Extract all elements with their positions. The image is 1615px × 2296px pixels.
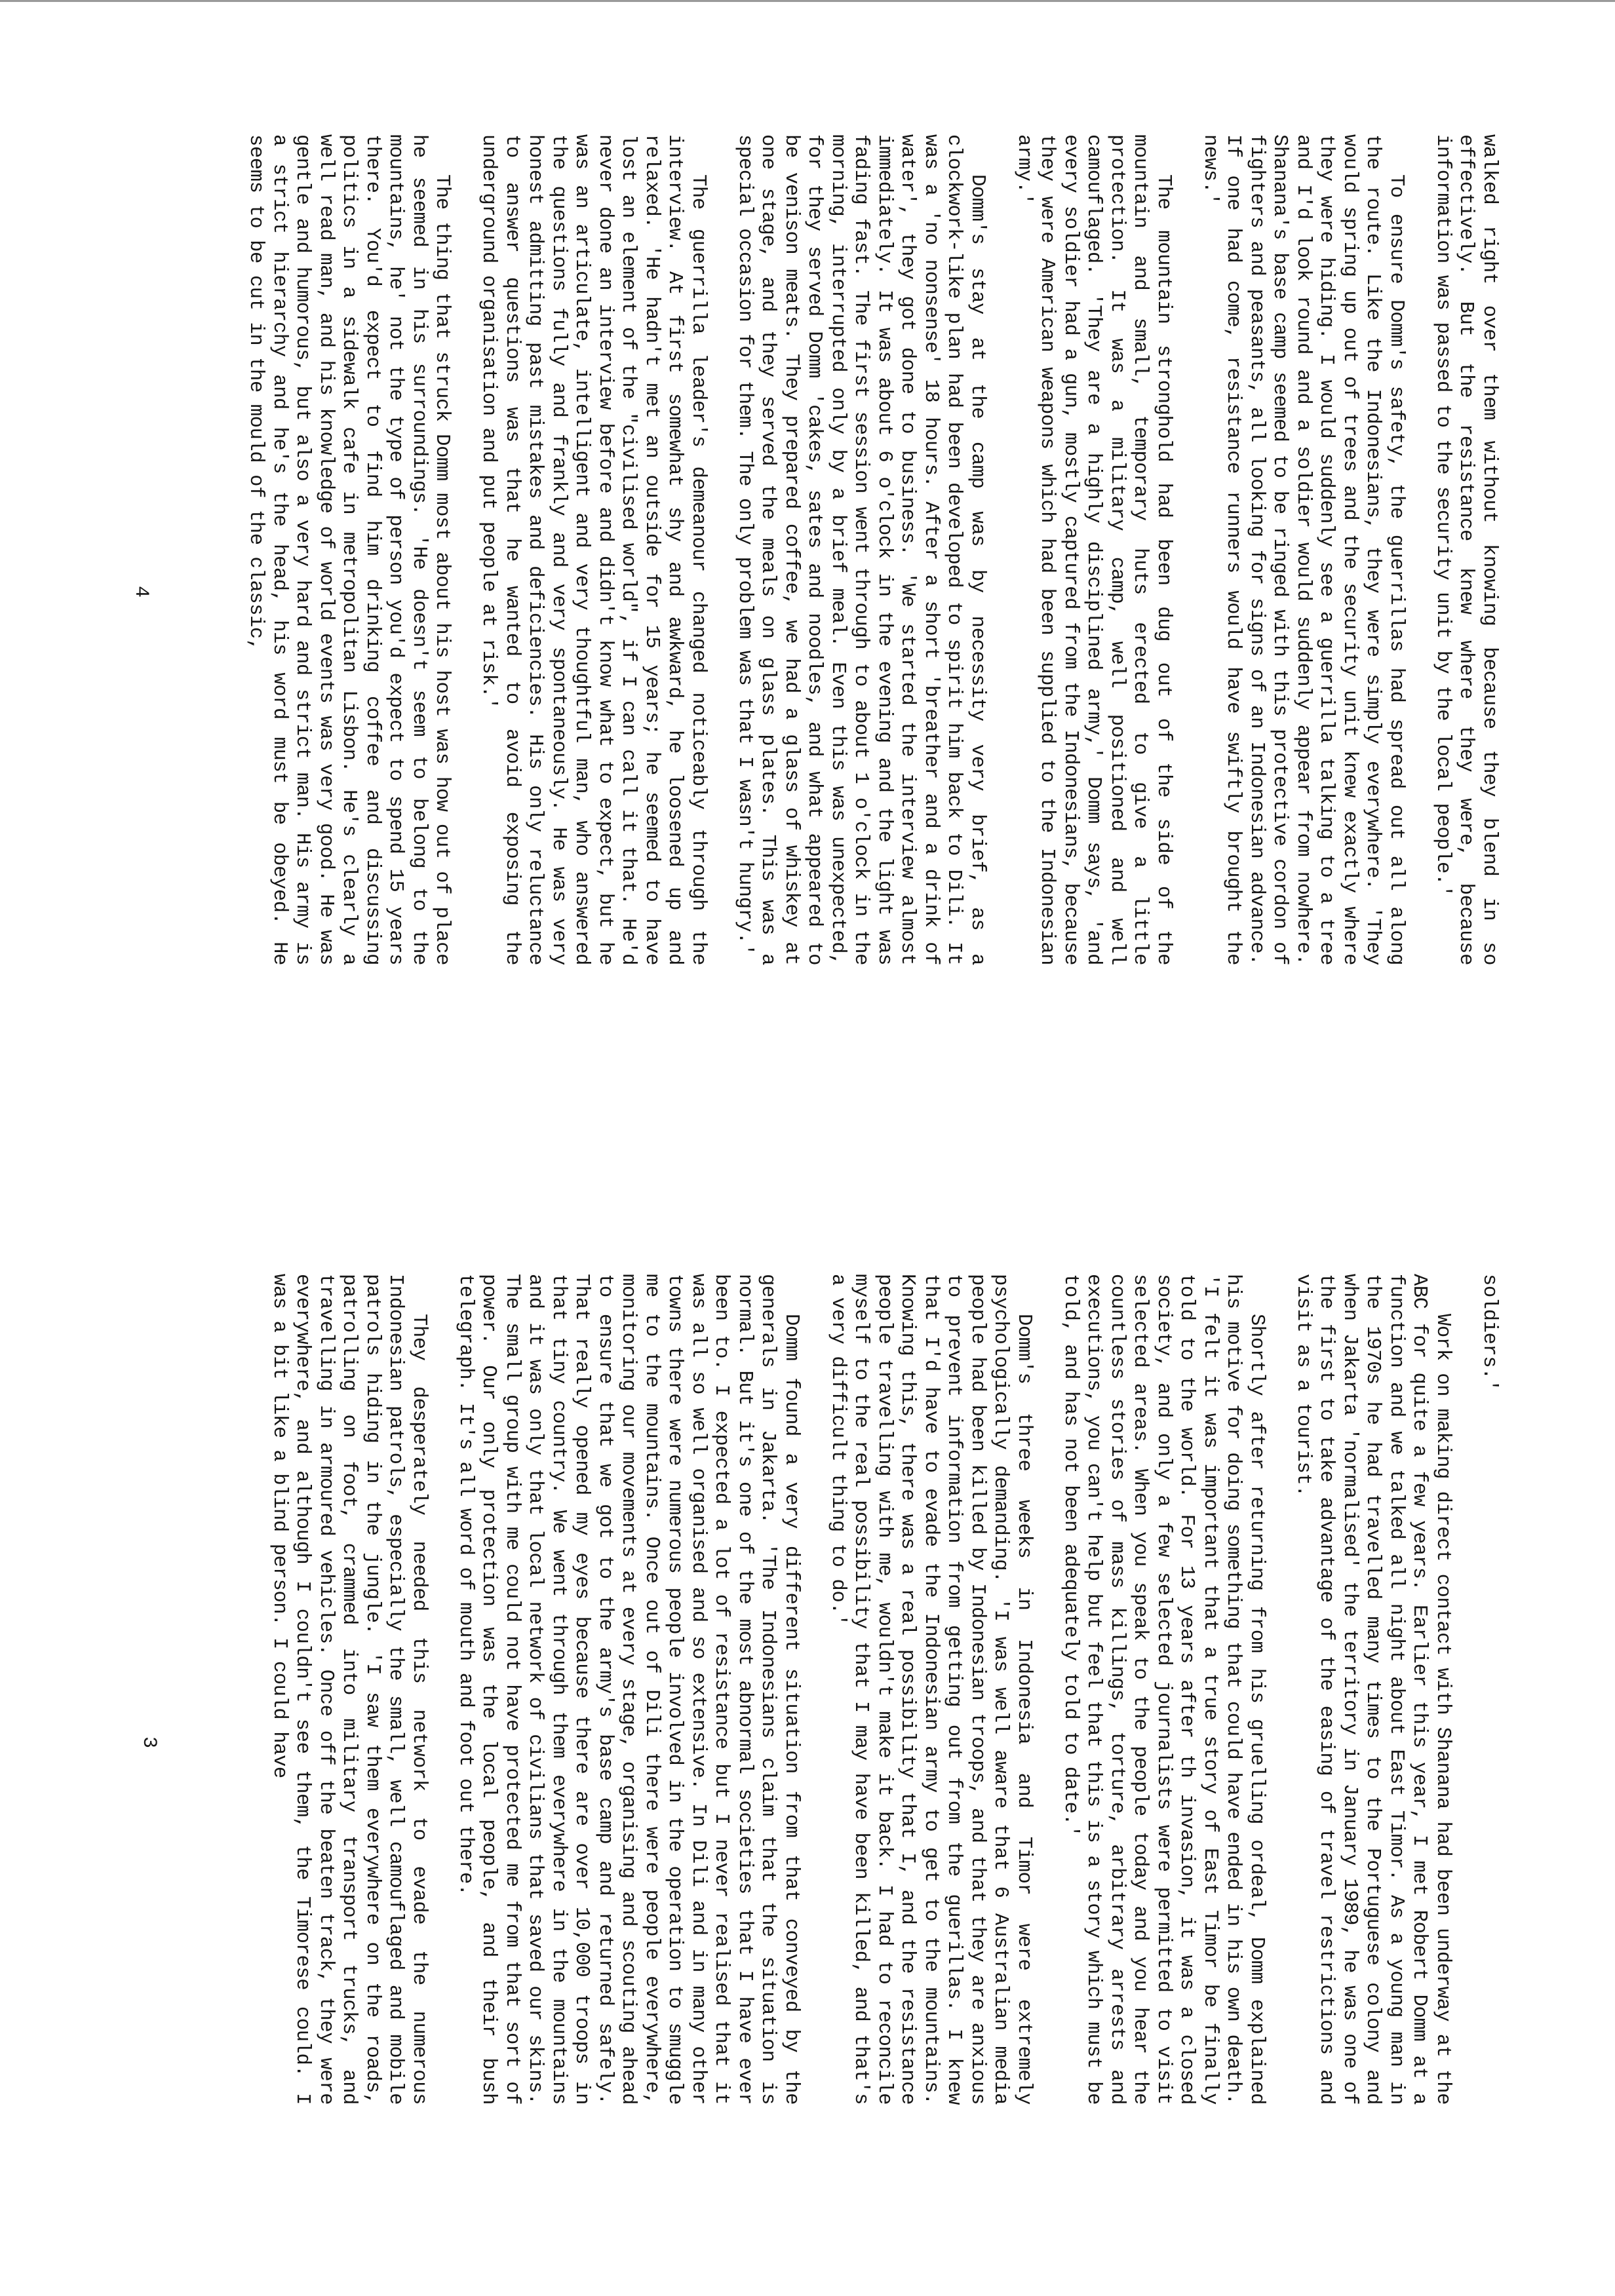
text-column (221, 134, 1501, 965)
page-3 (0, 1148, 1615, 2296)
page-number: 3 (138, 1736, 160, 1749)
paragraph: The thing that struck Domm most about his host was how out of place he seemed in his surroundings. 'He doesn't seem to belong to the mountains, he' not the type of person you'd expect to spend 15 years there. You'd expect to find him drinking coffee and discussing politics in a sidewalk cafe in metropolitan Lisbon. He's clearly a well read man, and his knowledge of world events was very good. He was gentle and humorous, but also a very hard and strict man. His army is a strict hierarchy and he's the head, his word must be obeyed. He seems to be cut in the mould of the classic, (244, 134, 454, 965)
paragraph: Domm found a very different situation from that conveyed by the generals in Jakarta. 'The Indonesians claim that the situation is normal. But it's one of the most abnormal societies that I have ever been to. I expected a lot of resistance but I never realised that it was all so well organised and so extensive. In Dili and in many other towns there were numerous people involved in the operation to smuggle me to the mountains. Once out of Dili there were people everywhere, monitoring our movements at every stage, organising and scouting ahead to ensure that we got to the army's base camp and returned safely. That really opened my eyes because there are over 10,000 troops in that tiny country. We went through them everywhere in the mountains and it was only that local network of civilians that saved our skins. The small group with me could not have protected me from that sort of power. Our only protection was the local people, and their bush telegraph. It's all word of mouth and foot out there. (454, 1274, 802, 2105)
page-number: 4 (130, 586, 152, 598)
paragraph: soldiers.' (1478, 1274, 1500, 1392)
paragraph: Domm's stay at the camp was by necessity very brief, as a clockwork-like plan had been developed to spirit him back to Dili. It was a 'no nonsense' 18 hours. After a short 'breather and a drink of water', they got done to business. 'We started the interview almost immediately. It was about 6 o'clock in the evening and the light was fading fast. The first session went through to about 1 o'clock in the morning, interrupted only by a brief meal. Even this was unexpected, for they served Domm 'cakes, sates and noodles, and what appeared to be venison meats. They prepared coffee, we had a glass of whiskey at one stage, and they served the meals on glass plates. This was a special occasion for them. The only problem was that I wasn't hungry.' (733, 134, 988, 965)
text-column (244, 1274, 1500, 2105)
paragraph: They desperately needed this network to evade the numerous Indonesian patrols, especially the small, well camouflaged and mobile patrols hiding in the jungle. 'I saw them everywhere on the roads, patrolling on foot, crammed into military transport trucks, and travelling in armoured vehicles. Once off the beaten track, they were everywhere, and although I couldn't see them, the Timorese could. I was a bit like a blind person. I could have (268, 1274, 430, 2105)
paragraph: The guerrilla leader's demeanour changed noticeably through the interview. At first somewhat shy and awkward, he loosened up and relaxed. 'He hadn't met an outside for 15 years; he seemed to have lost an element of the "civilised world", if I can call it that. He'd never done an interview before and didn't know what to expect, but he was an articulate, intelligent and very thoughtful man, who answered the questions fully and frankly and very spontaneously. He was very honest admitting past mistakes and deficiencies. His only reluctance to answer questions was that he wanted to avoid exposing the underground organisation and put people at risk.' (477, 134, 709, 965)
paragraph: Shortly after returning from his gruelling ordeal, Domm explained his motive for doing something that could have ended in his own death. 'I felt it was important that a true story of East Timor be finally told to the world. For 13 years after th invasion, it was a closed society, and only a few selected journalists were permitted to visit selected areas. When you speak to the people today and you hear the countless stories of mass killings, torture, arbitrary arrests and executions, you can't help but feel that this is a story which must be told, and has not been adequately told to date.' (1059, 1274, 1268, 2105)
paragraph: To ensure Domm's safety, the guerrillas had spread out all along the route. Like the Indonesians, they were simply everywhere. 'They would spring up out of trees and the security unit knew exactly where they were hiding. I would suddenly see a guerrilla talking to a tree and I'd look round and a soldier would suddenly appear from nowhere. Shanana's base camp seemed to be ringed with this protective cordon of fighters and peasants, all looking for signs of an Indonesian advance. If one had come, resistance runners would have swiftly brought the news.' (1199, 134, 1407, 965)
paragraph: walked right over them without knowing because they blend in so effectively. But the resistance knew where they were, because information was passed to the security unit by the local people.' (1431, 134, 1500, 965)
paragraph: Domm's three weeks in Indonesia and Timor were extremely psychologically demanding. 'I was well aware that 6 Australian media people had been killed by Indonesian troops, and that they are anxious to prevent information from getting out from the guerillas. I knew that I'd have to evade the Indonesian army to get to the mountains. Knowing this, there was a real possibility that I, and the resistance people travelling with me, wouldn't make it back. I had to reconcile myself to the real possibility that I may have been killed, and that's a very difficult thing to do.' (827, 1274, 1035, 2105)
paragraph: Work on making direct contact with Shanana had been underway at the ABC for quite a few years. Earlier this year, I met Robert Domm at a function and we talked all night about East Timor. As a young man in the 1970s he had travelled many times to the Portuguese colony and when Jakarta 'normalised' the territory in January 1989, he was one of the first to take advantage of the easing of travel restrictions and visit as a tourist. (1292, 1274, 1454, 2105)
paragraph: The mountain stronghold had been dug out of the side of the mountain and small, temporary huts erected to give a little protection. It was a military camp, well positioned and well camouflaged. 'They are a highly disciplined army,' Domm says, 'and every soldier had a gun, mostly captured from the Indonesians, because they were American weapons which had been supplied to the Indonesian army.' (1013, 134, 1175, 965)
